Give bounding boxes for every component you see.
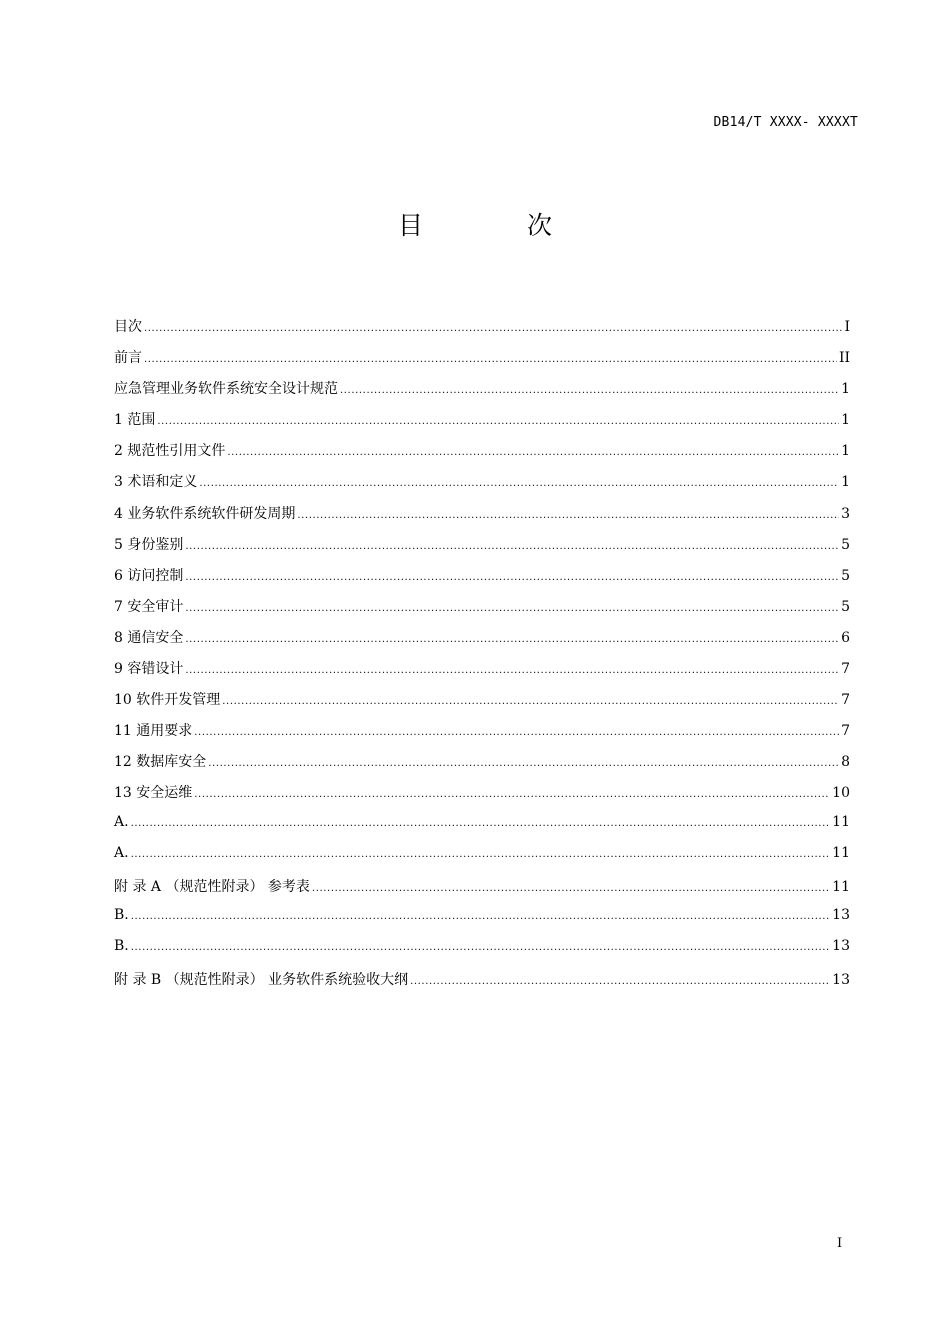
toc-entry[interactable] [114,969,850,1000]
toc-leader-dots [194,787,830,803]
toc-entry[interactable] [114,751,850,782]
footer-page-number: I [837,1236,843,1251]
toc-entry-label: 应急管理业务软件系统安全设计规范 [114,381,338,398]
toc-entry-page: 7 [841,692,850,709]
toc-leader-dots [185,632,839,648]
toc-leader-dots [131,940,830,956]
toc-entry[interactable] [114,689,850,720]
toc-entry[interactable] [114,876,850,907]
toc-leader-dots [131,909,830,925]
toc-entry[interactable] [114,814,850,845]
toc-entry-page: 3 [841,505,850,522]
toc-entry-label: 11 通用要求 [114,723,193,740]
toc-leader-dots [208,756,839,772]
toc-entry[interactable] [114,503,850,534]
toc-entry[interactable] [114,378,850,409]
toc-leader-dots [157,414,839,430]
toc-entry-label: 4 业务软件系统软件研发周期 [114,505,296,522]
toc-entry-label: 附 录 B （规范性附录） 业务软件系统验收大纲 [114,971,409,988]
document-code: DB14/T XXXX- XXXXT [713,115,858,130]
toc-leader-dots [410,974,830,990]
toc-entry[interactable] [114,316,850,347]
toc-entry-label: 5 身份鉴别 [114,536,184,553]
toc-leader-dots [131,816,831,832]
toc-leader-dots [340,383,839,399]
toc-entry[interactable] [114,440,850,471]
toc-entry[interactable] [114,534,850,565]
toc-entry-page: 1 [841,381,850,398]
toc-entry-page: 7 [841,661,850,678]
toc-entry[interactable] [114,596,850,627]
toc-entry-page: 8 [841,754,850,771]
toc-entry-label: A. [114,813,129,830]
toc-leader-dots [312,881,830,897]
toc-entry[interactable] [114,720,850,751]
toc-leader-dots [131,847,831,863]
toc-entry-label: B. [114,937,129,954]
toc-entry[interactable] [114,565,850,596]
toc-entry-label: 目次 [114,319,142,335]
toc-entry[interactable] [114,845,850,876]
toc-entry[interactable] [114,347,850,378]
toc-leader-dots [185,570,839,586]
toc-entry-label: 2 规范性引用文件 [114,443,226,460]
toc-leader-dots [297,508,839,524]
toc-entry-page: 5 [841,598,850,615]
toc-entry[interactable] [114,782,850,813]
toc-entry-page: 1 [841,474,850,491]
toc-leader-dots [227,445,839,461]
toc-entry-label: 前言 [114,350,142,367]
toc-entry[interactable] [114,471,850,502]
toc-entry-label: 9 容错设计 [114,661,184,678]
toc-leader-dots [185,539,839,555]
toc-entry-page: 11 [832,813,850,830]
toc-entry-page: 6 [841,629,850,646]
toc-entry[interactable] [114,938,850,969]
toc-entry-page: I [844,319,850,335]
toc-entry[interactable] [114,409,850,440]
toc-entry-page: 10 [832,785,850,802]
toc-entry-label: B. [114,906,129,923]
toc-entry-page: 11 [832,878,850,895]
toc-entry-page: 13 [832,971,850,988]
toc-leader-dots [144,352,837,368]
toc-entry-label: 12 数据库安全 [114,754,207,771]
toc-leader-dots [222,694,839,710]
toc-entry-page: 5 [841,567,850,584]
toc-entry-label: 1 范围 [114,412,156,429]
toc-leader-dots [185,601,839,617]
toc-leader-dots [185,663,839,679]
toc-entry-label: 13 安全运维 [114,785,193,802]
toc-entry-label: 附 录 A （规范性附录） 参考表 [114,878,310,895]
toc-leader-dots [194,725,839,741]
toc-entry-label: A. [114,844,129,861]
toc-entry-page: 13 [832,906,850,923]
table-of-contents [114,316,850,1000]
toc-entry-label: 6 访问控制 [114,567,184,584]
toc-entry-page: 1 [841,443,850,460]
page-title: 目 次 [398,211,600,240]
toc-entry-page: 11 [832,844,850,861]
toc-entry[interactable] [114,627,850,658]
toc-leader-dots [144,321,842,337]
toc-entry-label: 10 软件开发管理 [114,692,221,709]
toc-entry-label: 3 术语和定义 [114,474,198,491]
toc-entry-page: II [838,350,850,367]
toc-entry-label: 7 安全审计 [114,598,184,615]
toc-entry[interactable] [114,907,850,938]
toc-entry-page: 1 [841,412,850,429]
toc-entry-label: 8 通信安全 [114,629,184,646]
toc-leader-dots [199,476,839,492]
toc-entry-page: 7 [841,723,850,740]
toc-entry-page: 13 [832,937,850,954]
toc-entry[interactable] [114,658,850,689]
toc-entry-page: 5 [841,536,850,553]
